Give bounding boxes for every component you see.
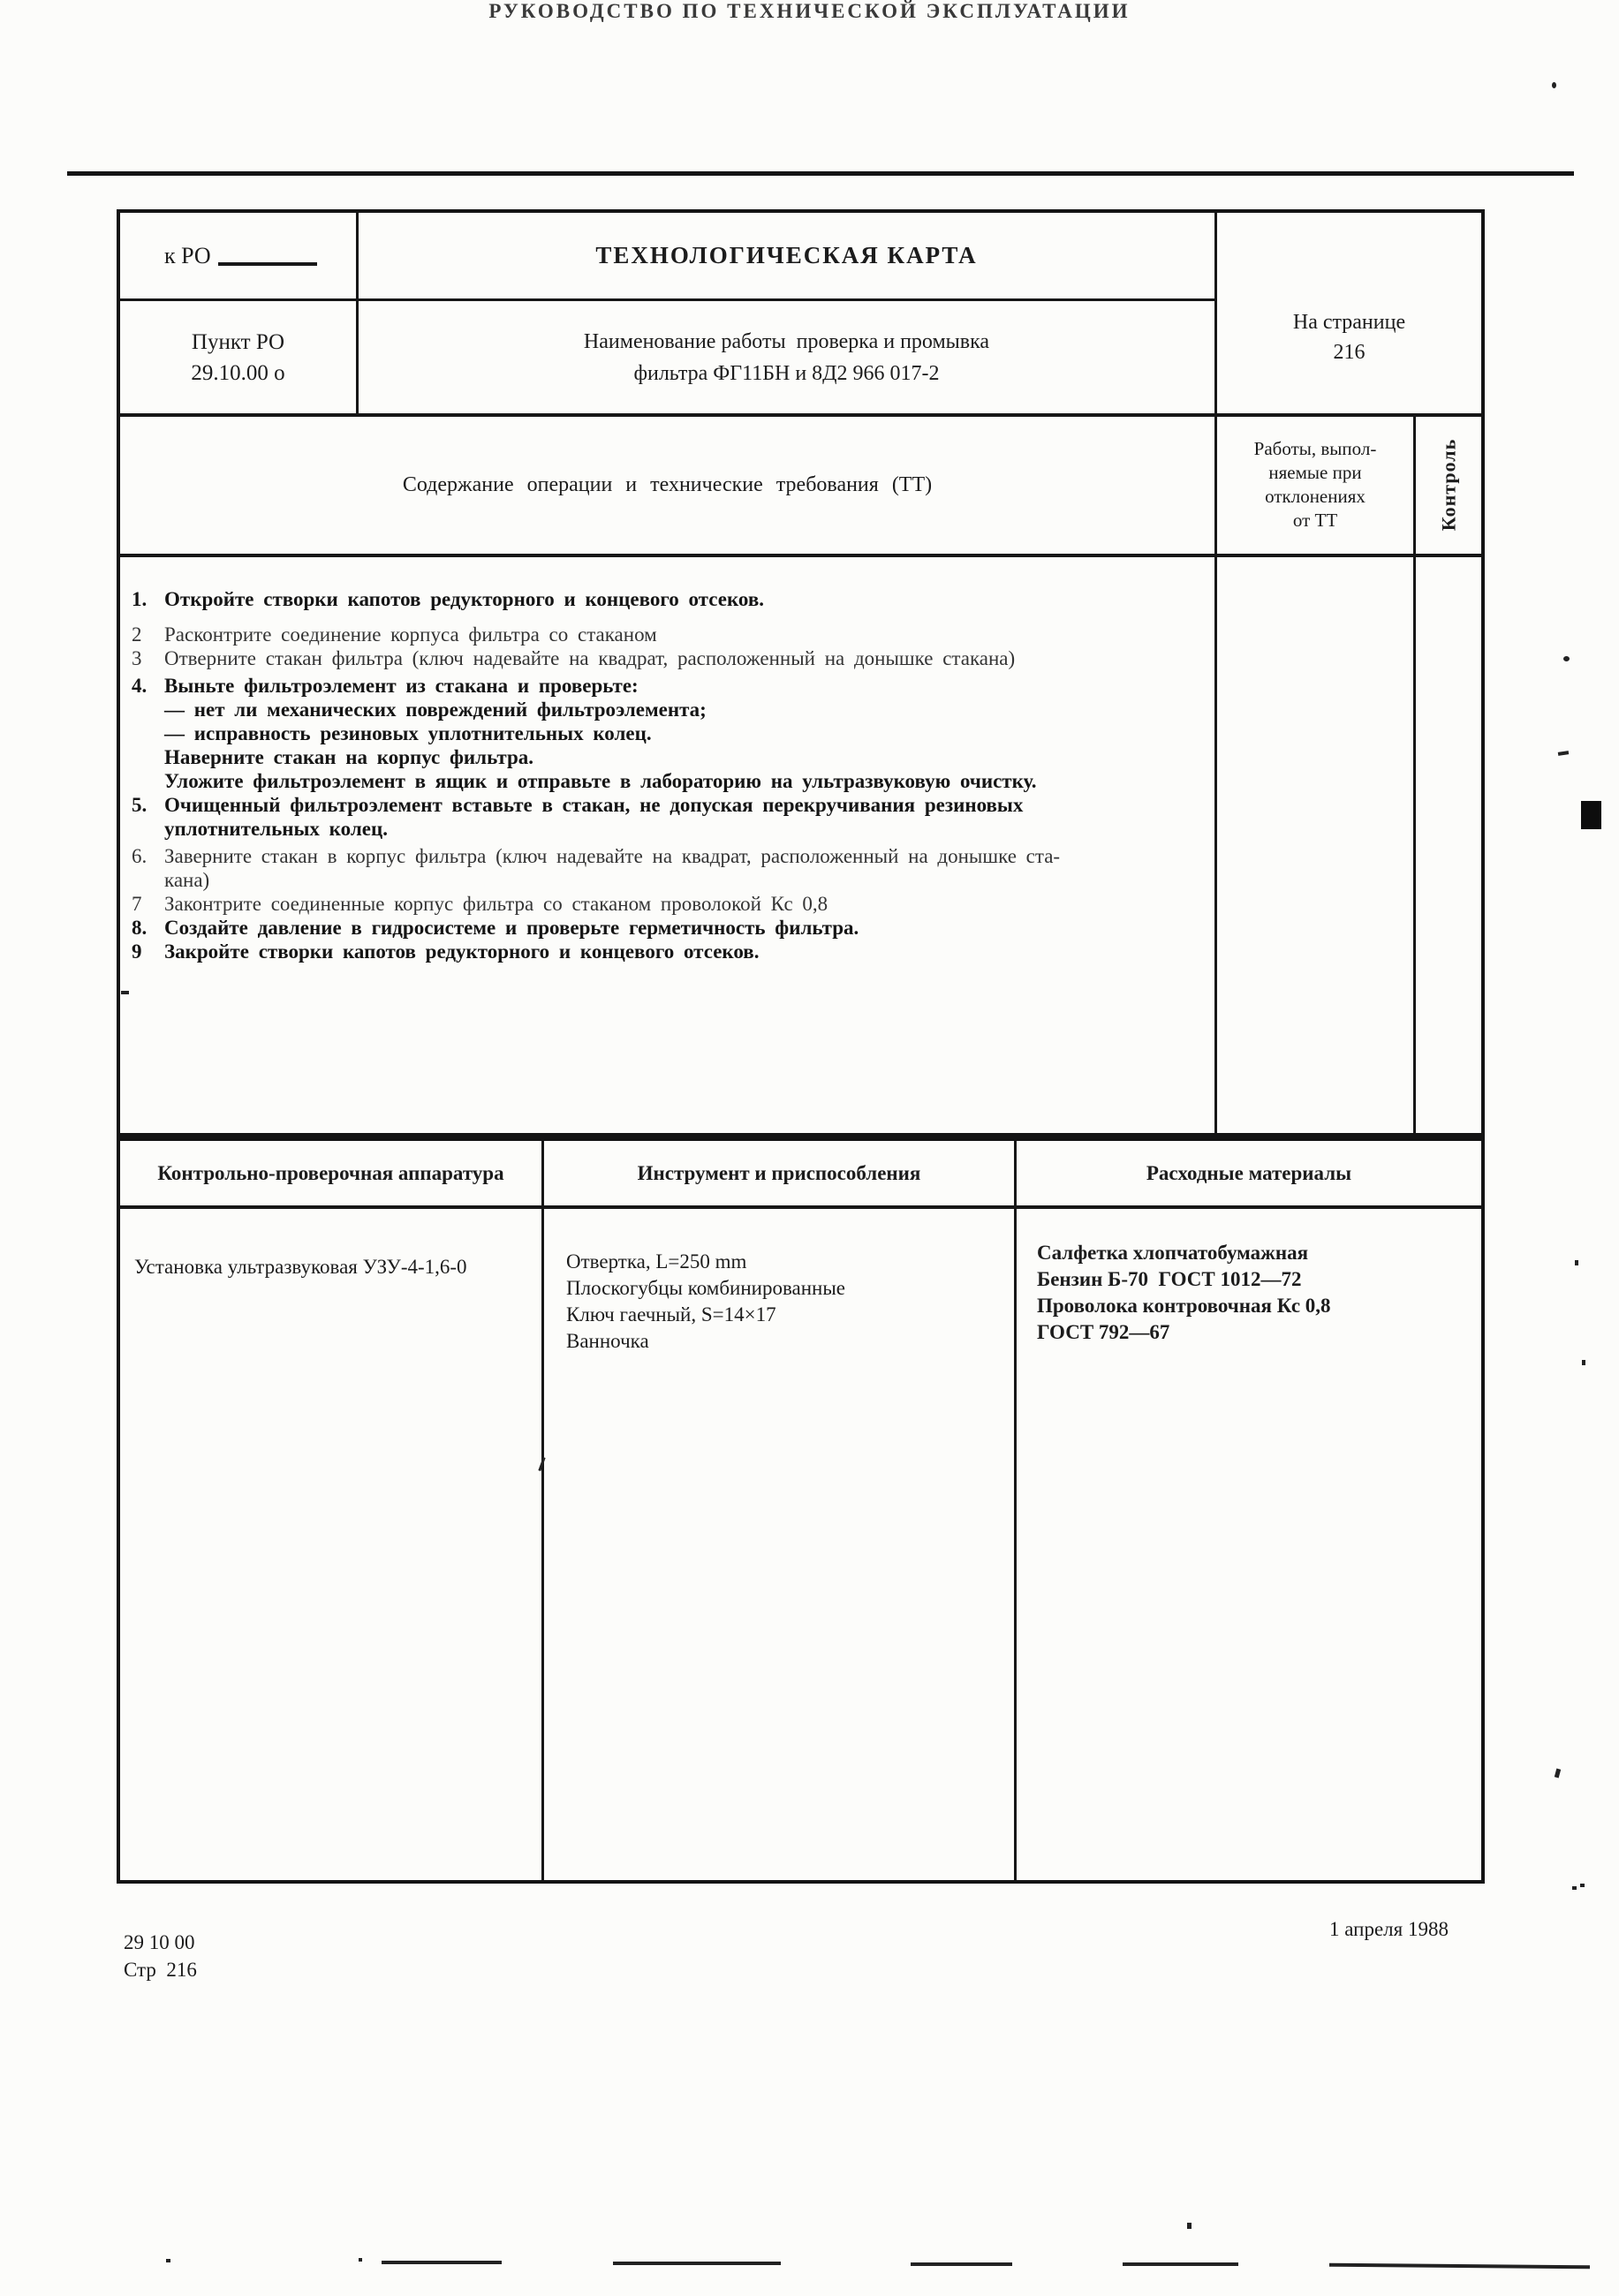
operation-row-4 [129, 674, 1204, 698]
material-item: ГОСТ 792—67 [1037, 1321, 1170, 1343]
apparatus-item: Установка ультразвуковая УЗУ-4-1,6-0 [134, 1256, 467, 1278]
tools-list [566, 1249, 1008, 1355]
operation-number: 8. [132, 917, 148, 939]
operation-text: уплотнительных колец. [164, 818, 388, 840]
operation-continuation [164, 769, 1204, 793]
grid-line [120, 1205, 1481, 1209]
header-materials: Расходные материалы [1146, 1161, 1352, 1184]
cell-work-name [359, 301, 1214, 413]
page-ref-label: На странице [1292, 311, 1406, 334]
operations-list [120, 557, 1214, 1133]
page-ref-number: 216 [1333, 341, 1366, 364]
material-item: Бензин Б-70 ГОСТ 1012—72 [1037, 1268, 1302, 1290]
operation-number: 5. [132, 794, 148, 816]
operation-text: Законтрите соединенные корпус фильтра со стаканом проволокой Кс 0,8 [164, 893, 828, 915]
operation-text: Закройте створки капотов редукторного и концевого отсеков. [164, 940, 760, 963]
scan-artifact-bottom-dash [911, 2262, 1012, 2266]
operation-text: Создайте давление в гидросистеме и проверьте герметичность фильтра. [164, 917, 859, 939]
punkt-label: Пункт РО [191, 329, 285, 354]
operation-row-8 [129, 916, 1204, 940]
material-item: Салфетка хлопчатобумажная [1037, 1242, 1309, 1264]
operation-text: Расконтрите соединение корпуса фильтра со стаканом [164, 623, 657, 646]
tool-item: Ванночка [566, 1330, 649, 1352]
scan-artifact-dot [1563, 656, 1570, 661]
operation-number: 3 [132, 647, 142, 669]
work-name-line2: фильтра ФГ11БН и 8Д2 966 017-2 [633, 361, 940, 385]
operation-text: Откройте створки капотов редукторного и концевого отсеков. [164, 588, 765, 610]
scan-artifact-bottom-dash [1329, 2263, 1590, 2270]
tool-item: Ключ гаечный, S=14×17 [566, 1303, 776, 1325]
scan-artifact-dot [1582, 1360, 1585, 1365]
operation-number: 1. [132, 588, 148, 610]
work-name-line1: Наименование работы проверка и промывка [583, 329, 990, 353]
material-item: Проволока контровочная Кс 0,8 [1037, 1295, 1331, 1317]
tool-item: Плоскогубцы комбинированные [566, 1277, 846, 1299]
operation-row-3 [129, 646, 1204, 670]
manual-header-title: РУКОВОДСТВО ПО ТЕХНИЧЕСКОЙ ЭКСПЛУАТАЦИИ [488, 0, 1131, 22]
header-rule [67, 171, 1574, 176]
scan-artifact-speck [166, 2259, 170, 2262]
footer-date: 1 апреля 1988 [1329, 1918, 1449, 1940]
apparatus-list [134, 1254, 536, 1280]
operation-number: 9 [132, 940, 142, 963]
operation-text: — исправность резиновых уплотнительных колец. [164, 722, 652, 744]
control-label-vertical: Контроль [1437, 438, 1459, 532]
operation-row-9 [129, 940, 1204, 963]
deviations-line: от ТТ [1292, 510, 1338, 531]
scan-artifact-dot [1552, 82, 1556, 88]
operation-text: Наверните стакан на корпус фильтра. [164, 746, 533, 768]
tool-item: Отвертка, L=250 mm [566, 1250, 747, 1273]
operation-text: кана) [164, 869, 210, 891]
deviations-line: отклонениях [1265, 486, 1366, 507]
operation-text: — нет ли механических повреждений фильтроэлемента; [164, 699, 707, 721]
scan-artifact-dot [1575, 1260, 1578, 1265]
scan-artifact-speck [359, 2258, 362, 2262]
scan-artifact-mark [1558, 751, 1569, 756]
column-header-operations: Содержание операции и технические требования (ТТ) [402, 472, 933, 496]
punkt-code: 29.10.00 о [191, 360, 285, 385]
operation-row-1 [129, 587, 1204, 611]
card-title: ТЕХНОЛОГИЧЕСКАЯ КАРТА [595, 242, 978, 268]
footer-page-number: Стр 216 [124, 1959, 197, 1981]
operation-subitem [164, 721, 1204, 745]
column-header-control [1416, 416, 1481, 554]
deviations-line: Работы, выпол- [1253, 438, 1377, 459]
header-tools: Инструмент и приспособления [637, 1161, 921, 1184]
operation-continuation [164, 868, 1204, 892]
column-header-deviations [1217, 416, 1413, 554]
scan-artifact-tick [1572, 1886, 1577, 1890]
k-ro-label: к РО [164, 242, 211, 268]
scan-artifact-bottom-dash [1123, 2262, 1238, 2266]
footer-code: 29 10 00 [124, 1931, 195, 1953]
scan-artifact-tick [1580, 1884, 1585, 1887]
scan-artifact-tick [1555, 1769, 1561, 1779]
operation-continuation [164, 745, 1204, 769]
operation-text: Отверните стакан фильтра (ключ надевайте на квадрат, расположенный на донышке стакана) [164, 647, 1016, 669]
scan-artifact-dot [1187, 2223, 1192, 2229]
operation-number: 4. [132, 675, 148, 697]
cell-page-reference [1217, 213, 1481, 413]
grid-line [541, 1141, 544, 1880]
footer-section-ref [124, 1929, 197, 1983]
operation-number: 2 [132, 623, 142, 646]
equipment-table [117, 1137, 1485, 1884]
scan-artifact-bottom-dash [382, 2261, 502, 2264]
operation-continuation [164, 817, 1204, 841]
operation-subitem [164, 698, 1204, 721]
grid-line [1014, 1141, 1017, 1880]
scan-artifact-black-square [1581, 801, 1601, 829]
operation-row-7 [129, 892, 1204, 916]
operation-text: Заверните стакан в корпус фильтра (ключ надевайте на квадрат, расположенный на донышке ста- [164, 845, 1061, 867]
header-apparatus: Контрольно-проверочная аппаратура [157, 1161, 504, 1184]
operation-text: Очищенный фильтроэлемент вставьте в стакан, не допуская перекручивания резиновых [164, 794, 1024, 816]
operation-text: Уложите фильтроэлемент в ящик и отправьте в лабораторию на ультразвуковую очистку. [164, 770, 1037, 792]
operation-row-2 [129, 623, 1204, 646]
tech-card-table [117, 209, 1485, 1137]
operation-number: 6. [132, 845, 148, 867]
operation-text: Выньте фильтроэлемент из стакана и проверьте: [164, 675, 639, 697]
blank-fill-line [218, 262, 317, 266]
operation-number: 7 [132, 893, 142, 915]
scan-artifact-bottom-dash [613, 2262, 781, 2265]
operation-row-5 [129, 793, 1204, 817]
operation-row-6 [129, 844, 1204, 868]
deviations-line: няемые при [1268, 462, 1362, 483]
materials-list [1037, 1240, 1474, 1346]
scan-artifact-dash [121, 991, 129, 994]
cell-punkt-ro [120, 301, 356, 413]
